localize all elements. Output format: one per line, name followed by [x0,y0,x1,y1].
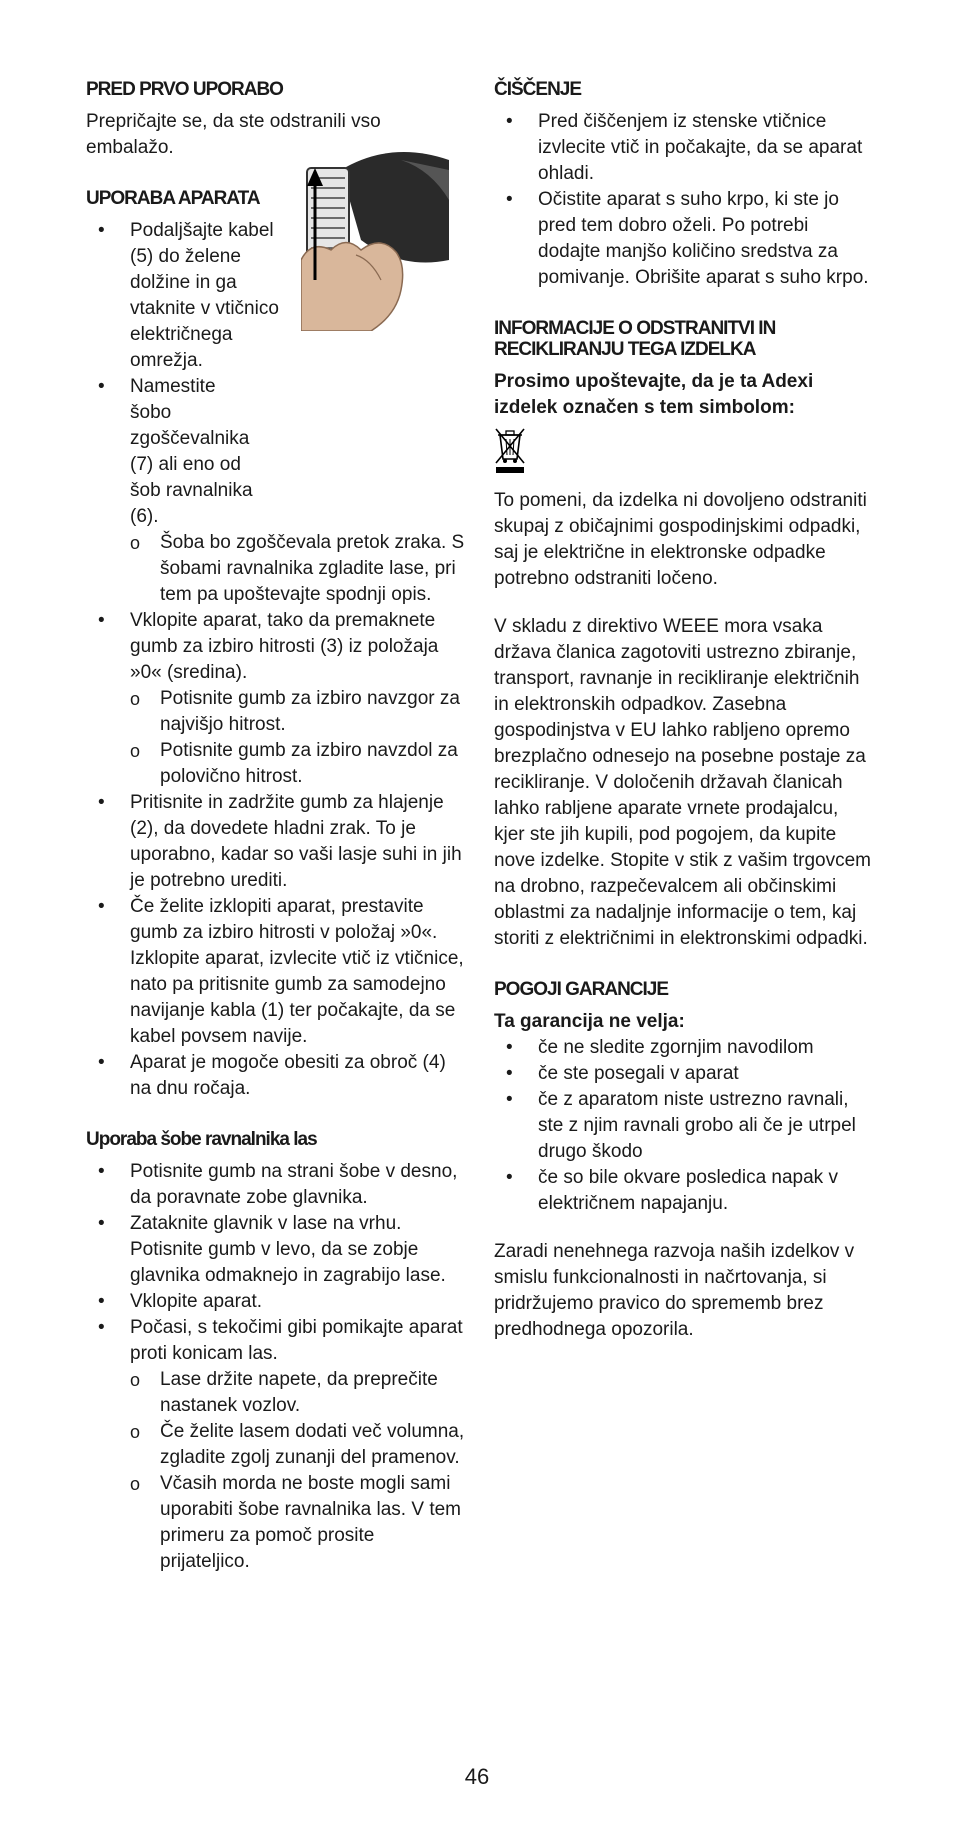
sub-list-item: o Če želite lasem dodati več volumna, zgladite zgolj zunanji del pramenov. [130,1419,466,1471]
list-item: • Počasi, s tekočimi gibi pomikajte aparat proti konicam las. [86,1315,466,1367]
list-item: • Očistite aparat s suho krpo, ki ste jo pred tem dobro oželi. Po potrebi dodajte manjšo količino sredstva za pomivanje. Obrišite aparat s suho krpo. [494,187,874,291]
pogoji-paragraph: Zaradi nenehnega razvoja naših izdelkov v smislu funkcionalnosti in načrtovanja, si pridržujemo pravico do sprememb brez predhodnega opozorila. [494,1240,855,1340]
sub-list-item: o Šoba bo zgoščevala pretok zraka. S šobami ravnalnika zgladite lase, pri tem pa upoštevajte spodnji opis. [130,530,466,608]
hand-attaching-nozzle-photo [301,140,449,331]
info-paragraph-1: To pomeni, da izdelka ni dovoljeno odstraniti skupaj z običajnimi gospodinjskimi odpadki, saj je električne in elektronske odpadke potrebno odstraniti ločeno. [494,489,867,589]
heading-pred-prvo-uporabo: PRED PRVO UPORABO [86,79,283,100]
list-item: • Podaljšajte kabel (5) do želene dolžine in ga vtaknite v vtičnico električnega omrežja. [86,218,280,374]
crossed-out-bin-icon [494,425,526,475]
list-item: • Vklopite aparat. [86,1289,466,1315]
pred-text: Prepričajte se, da ste odstranili vso embalažo. [86,110,381,158]
list-item: • Potisnite gumb na strani šobe v desno, da poravnate zobe glavnika. [86,1159,466,1211]
list-item: • če ste posegali v aparat [494,1061,874,1087]
list-item: • Vklopite aparat, tako da premaknete gumb za izbiro hitrosti (3) iz položaja »0« (sredina). [86,608,466,686]
info-paragraph-2: V skladu z direktivo WEEE mora vsaka država članica zagotoviti ustrezno zbiranje, transport, ravnanje in recikliranje električnih in elektronskih odpadkov. Zasebna gospodinjstva v EU lahko rabljeno opremo brezplačno odnesejo na posebne postaje za recikliranje. V določenih državah članicah lahko rabljene aparate vrnete prodajalcu, kjer ste jih kupili, pod pogojem, da kupite nove izdelke. Stopite v stik z vašim trgovcem na drobno, razpečevalcem ali občinskimi oblastmi za nadaljnje informacije o tem, kaj storiti z električnimi in elektronskimi odpadki. [494,615,871,949]
heading-informacije: INFORMACIJE O ODSTRANITVI IN RECIKLIRANJU TEGA IZDELKA [494,317,776,360]
list-item: • Pred čiščenjem iz stenske vtičnice izvlecite vtič in počakajte, da se aparat ohladi. [494,109,874,187]
page-number: 46 [464,1764,490,1789]
heading-uporaba-aparata: UPORABA APARATA [86,187,260,209]
heading-pogoji-garancije: POGOJI GARANCIJE [494,978,669,1000]
right-column [494,80,874,1343]
sub-list-item: o Potisnite gumb za izbiro navzdol za polovično hitrost. [130,738,466,790]
pogoji-list [494,1035,874,1217]
list-item: • Pritisnite in zadržite gumb za hlajenje (2), da dovedete hladni zrak. To je uporabno, kadar so vaši lasje suhi in jih je potrebno urediti. [86,790,466,894]
info-bold-text: Prosimo upoštevajte, da je ta Adexi izdelek označen s tem simbolom: [494,370,814,418]
ciscenje-list [494,109,874,291]
list-item: • če so bile okvare posledica napak v električnem napajanju. [494,1165,874,1217]
heading-ciscenje: ČIŠČENJE [494,79,582,100]
sobe-list [86,1159,466,1367]
sub-list-item: o Potisnite gumb za izbiro navzgor za najvišjo hitrost. [130,686,466,738]
pogoji-bold-text: Ta garancija ne velja: [494,1010,685,1032]
list-item: • Če želite izklopiti aparat, prestavite gumb za izbiro hitrosti v položaj »0«. Izklopite aparat, izvlecite vtič iz vtičnice, nato pa pritisnite gumb za samodejno navijanje kabla (1) ter počakajte, da se kabel povsem navije. [86,894,466,1050]
list-item: • Zataknite glavnik v lase na vrhu. Potisnite gumb v levo, da se zobje glavnika odmaknejo in zagrabijo lase. [86,1211,466,1289]
list-item: • Namestite šobo zgoščevalnika (7) ali eno od šob ravnalnika (6). [86,374,466,530]
list-item: • če ne sledite zgornjim navodilom [494,1035,874,1061]
sub-list-item: o Lase držite napete, da preprečite nastanek vozlov. [130,1367,466,1419]
list-item: • Aparat je mogoče obesiti za obroč (4) na dnu ročaja. [86,1050,466,1102]
list-item: • če z aparatom niste ustrezno ravnali, ste z njim ravnali grobo ali če je utrpel drugo škodo [494,1087,874,1165]
heading-uporaba-sobe: Uporaba šobe ravnalnika las [86,1128,317,1150]
uporaba-sub-list-nozzle [130,530,466,608]
uporaba-sub-list-speed [130,686,466,790]
sobe-sub-list [130,1367,466,1575]
sub-list-item: o Včasih morda ne boste mogli sami uporabiti šobe ravnalnika las. V tem primeru za pomoč prosite prijateljico. [130,1471,466,1575]
